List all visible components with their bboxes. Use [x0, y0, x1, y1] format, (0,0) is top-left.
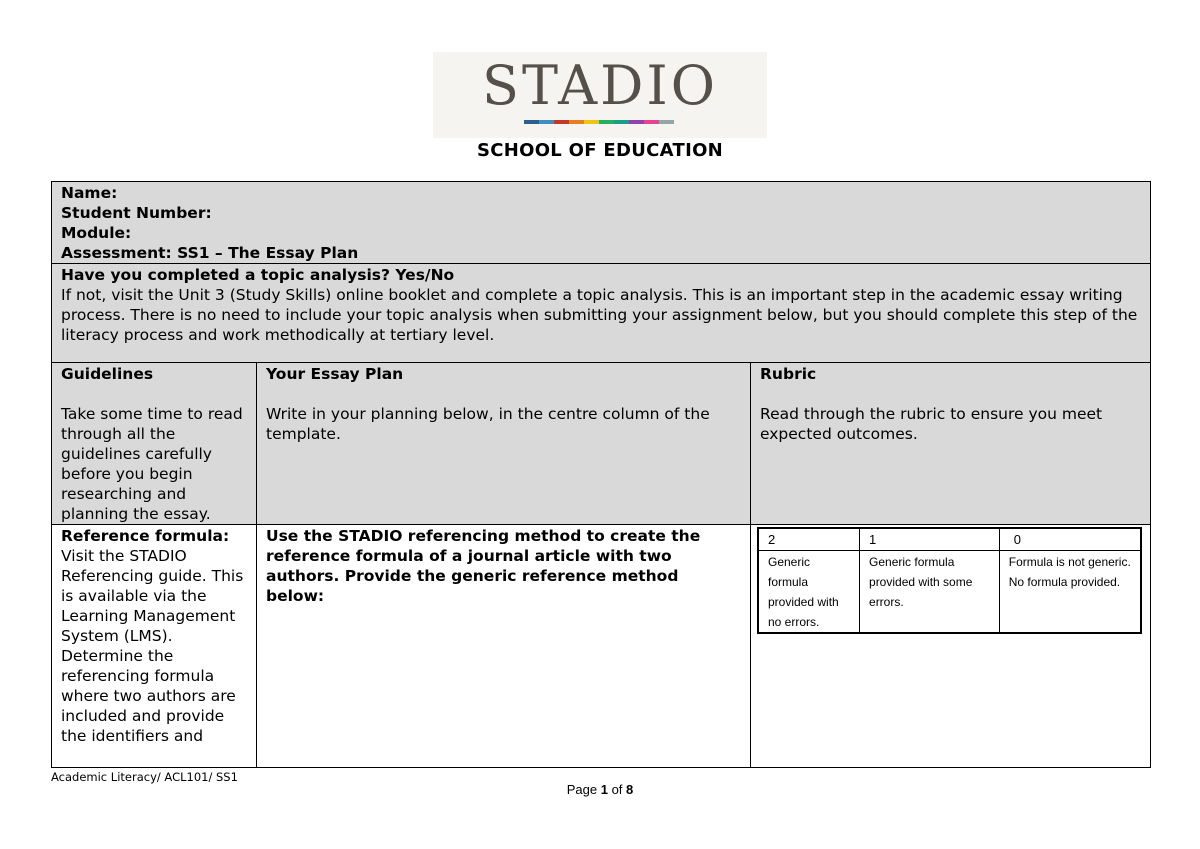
- student-details-cell: [52, 182, 1151, 264]
- page-number: [0, 782, 1200, 797]
- logo-stripe-segment: [644, 120, 659, 124]
- logo-stripe-segment: [554, 120, 569, 124]
- logo-wordmark: STADIO: [482, 54, 718, 117]
- logo-stripe-segment: [629, 120, 644, 124]
- assessment-title: Assessment: SS1 – The Essay Plan: [61, 244, 359, 262]
- reference-guideline-text: Visit the STADIO Referencing guide. This is available via the Learning Management System (LMS). Determine the referencing formula where two authors are included and provide the identifiers and: [61, 547, 244, 745]
- school-title: SCHOOL OF EDUCATION: [476, 140, 724, 161]
- guidelines-heading: Guidelines: [61, 365, 154, 383]
- logo-stripe-segment: [584, 120, 599, 124]
- guidelines-text: Take some time to read through all the guidelines carefully before you begin researching and planning the essay.: [61, 405, 243, 523]
- rubric-score-1: 1: [860, 528, 1000, 551]
- page-current: 1: [600, 782, 608, 797]
- rubric-heading: Rubric: [760, 365, 817, 383]
- name-field[interactable]: Name:: [61, 184, 118, 202]
- logo-stripe-segment: [599, 120, 614, 124]
- reference-answer-cell[interactable]: [257, 525, 751, 768]
- rubric-score-0: 0: [999, 528, 1141, 551]
- logo-color-stripe: [524, 120, 674, 124]
- reference-task: Use the STADIO referencing method to create the reference formula of a journal article with two authors. Provide the generic reference method below:: [266, 527, 701, 605]
- module-field[interactable]: Module:: [61, 224, 132, 242]
- rubric-grid: [757, 527, 1142, 634]
- rubric-score-2: 2: [758, 528, 860, 551]
- topic-instructions: If not, visit the Unit 3 (Study Skills) online booklet and complete a topic analysis. This is an important step in the academic essay writing process. There is no need to include your topic analysis when submitting your assignment below, but you should complete this step of the literacy process and work methodically at tertiary level.: [61, 286, 1138, 344]
- rubric-header-cell: [751, 363, 1151, 525]
- rubric-text: Read through the rubric to ensure you meet expected outcomes.: [760, 405, 1103, 443]
- essay-plan-table: [51, 181, 1151, 768]
- logo-stripe-segment: [539, 120, 554, 124]
- plan-header-cell: [257, 363, 751, 525]
- logo-stripe-segment: [569, 120, 584, 124]
- footer-rule: [51, 767, 1150, 768]
- logo-stripe-segment: [659, 120, 674, 124]
- rubric-desc-2: Generic formula provided with no errors.: [758, 551, 860, 634]
- page-word: Page: [566, 782, 598, 797]
- logo-stripe-segment: [524, 120, 539, 124]
- student-number-field[interactable]: Student Number:: [61, 204, 212, 222]
- plan-heading: Your Essay Plan: [266, 365, 404, 383]
- guidelines-header-cell: [52, 363, 257, 525]
- topic-analysis-cell: [52, 264, 1151, 363]
- reference-guideline-cell: [52, 525, 257, 768]
- rubric-desc-0: Formula is not generic. No formula provided.: [999, 551, 1141, 634]
- logo-stripe-segment: [614, 120, 629, 124]
- reference-rubric-cell: [751, 525, 1151, 768]
- plan-text: Write in your planning below, in the centre column of the template.: [266, 405, 710, 443]
- stadio-logo: [433, 52, 767, 138]
- page-of: of: [611, 782, 623, 797]
- reference-guideline-title: Reference formula:: [61, 527, 230, 545]
- topic-question: Have you completed a topic analysis? Yes/No: [61, 266, 455, 284]
- footer-course: Academic Literacy/ ACL101/ SS1: [51, 770, 238, 784]
- page-total: 8: [626, 782, 634, 797]
- rubric-desc-1: Generic formula provided with some errors.: [860, 551, 1000, 634]
